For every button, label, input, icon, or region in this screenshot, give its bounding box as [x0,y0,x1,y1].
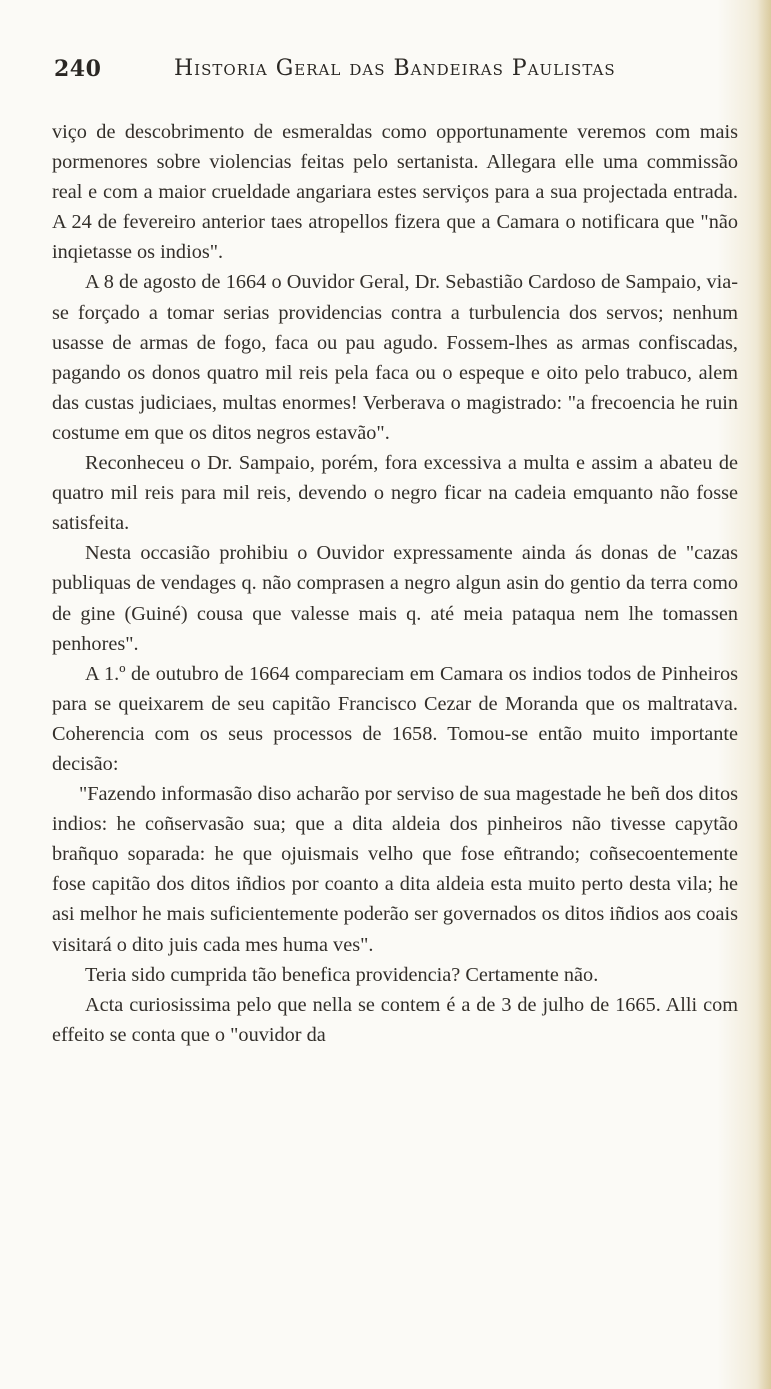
paragraph: Nesta occasião prohibiu o Ouvidor expressamente ainda ás donas de "cazas publiquas de vendages q. não comprasen a negro algun asin do gentio da terra como de gine (Guiné) cousa que valesse mais q. até meia pataqua nem lhe tomassen penhores". [52,542,738,655]
paragraph: A 1.º de outubro de 1664 compareciam em Camara os indios todos de Pinheiros para se queixarem de seu capitão Francisco Cezar de Moranda que os maltratava. Coherencia com os seus processos de 1658. Tomou-se então muito importante decisão: [52,662,738,775]
quoted-paragraph: "Fazendo informasão diso acharão por serviso de sua magestade he beñ dos ditos indios: he coñservasão sua; que a dita aldeia dos pinheiros não tivesse capytão brañquo soparada: he que ojuismais velho que fose eñtrando; coñsecoentemente fose capitão dos ditos iñdios por coanto a dita aldeia esta muito perto desta vila; he asi melhor he mais suficientemente poderão ser governados os ditos iñdios aos coais visitará o dito juis cada mes huma ves". [52,783,738,956]
body-text [52,117,738,1050]
paragraph: Teria sido cumprida tão benefica providencia? Certamente não. [85,963,599,986]
page-header [54,56,734,96]
paragraph: A 8 de agosto de 1664 o Ouvidor Geral, Dr. Sebastião Cardoso de Sampaio, via-se forçado a tomar serias providencias contra a turbulencia dos servos; nenhum usasse de armas de fogo, faca ou pau agudo. Fossem-lhes as armas confiscadas, pagando os donos quatro mil reis pela faca ou o espeque e oito pelo trabuco, alem das custas judiciaes, multas enormes! Verberava o magistrado: "a frecoencia he ruin costume em que os ditos negros estavão". [52,271,738,444]
paragraph: viço de descobrimento de esmeraldas como opportunamente veremos com mais pormenores sobre violencias feitas pelo sertanista. Allegara elle uma commissão real e com a maior crueldade angariara estes serviços para a sua projectada entrada. A 24 de fevereiro anterior taes atropellos fizera que a Camara o notificara que "não inqietasse os indios". [52,121,738,264]
paragraph: Reconheceu o Dr. Sampaio, porém, fora excessiva a multa e assim a abateu de quatro mil reis para mil reis, devendo o negro ficar na cadeia emquanto não fosse satisfeita. [52,452,738,535]
paragraph: Acta curiosissima pelo que nella se contem é a de 3 de julho de 1665. Alli com effeito se conta que o "ouvidor da [52,993,738,1046]
page-edge-shadow [757,0,771,1389]
page-number: 240 [54,56,102,82]
running-head: Historia Geral das Bandeiras Paulistas [174,56,616,81]
